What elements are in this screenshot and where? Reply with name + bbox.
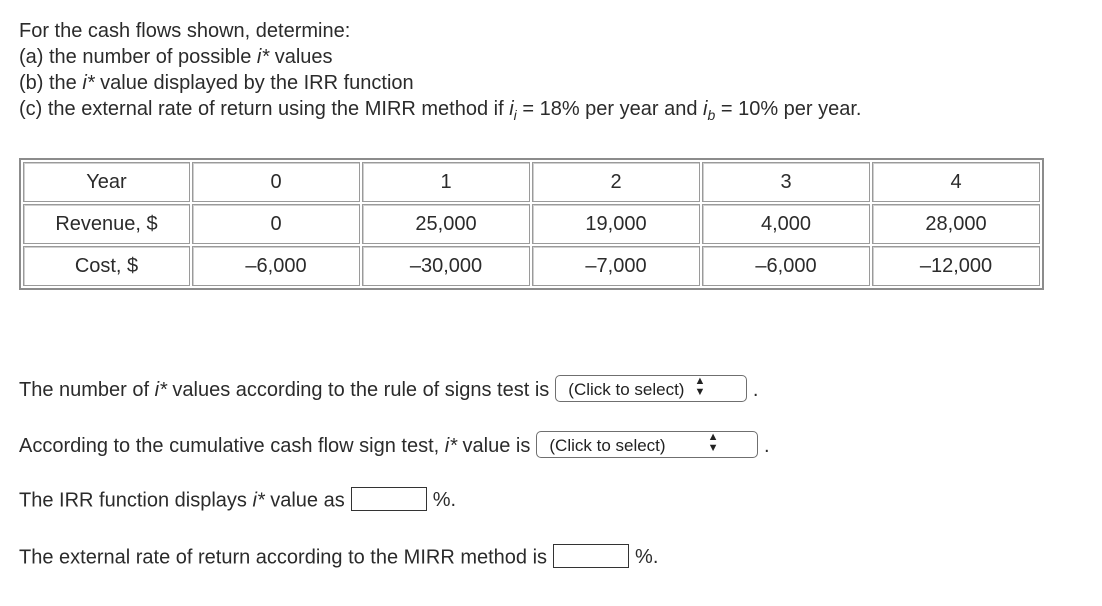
table-cell: 28,000 [872, 204, 1040, 244]
table-cell: 1 [362, 162, 530, 202]
table-cell: –7,000 [532, 246, 700, 286]
table-cell: 19,000 [532, 204, 700, 244]
table-row [23, 246, 1040, 286]
updown-chevron-icon: ▲ ▼ [694, 375, 706, 398]
table-cell: Cost, $ [23, 246, 190, 286]
part-a: (a) the number of possible i* values [19, 46, 333, 68]
updown-chevron-icon: ▲ ▼ [707, 431, 719, 454]
cumulative-sign-select[interactable]: (Click to select) ▲ ▼ [536, 431, 758, 458]
table-cell: Year [23, 162, 190, 202]
table-row [23, 204, 1040, 244]
rule-of-signs-select[interactable]: (Click to select) ▲ ▼ [555, 375, 747, 402]
table-cell: –30,000 [362, 246, 530, 286]
table-cell: 0 [192, 162, 360, 202]
table-cell: 2 [532, 162, 700, 202]
table-cell: 3 [702, 162, 870, 202]
table-cell: –6,000 [702, 246, 870, 286]
part-c: (c) the external rate of return using the MIRR method if $i_i = 18\%$ per year and $i_b = 10\%$ per year. [19, 98, 862, 123]
problem-statement [19, 18, 861, 122]
table-cell: –6,000 [192, 246, 360, 286]
irr-value-input[interactable] [351, 487, 427, 511]
table-cell: 4,000 [702, 204, 870, 244]
table-cell: 4 [872, 162, 1040, 202]
cash-flow-table [19, 158, 1044, 290]
question-cumulative-sign: According to the cumulative cash flow sign test, i* value is (Click to select) ▲ ▼ . [19, 431, 770, 457]
table-cell: Revenue, $ [23, 204, 190, 244]
table-cell: 25,000 [362, 204, 530, 244]
question-mirr: The external rate of return according to the MIRR method is %. [19, 546, 658, 570]
part-b: (b) the i* value displayed by the IRR function [19, 72, 414, 94]
question-rule-of-signs: The number of i* values according to the rule of signs test is (Click to select) ▲ ▼ . [19, 375, 759, 401]
mirr-value-input[interactable] [553, 544, 629, 568]
table-cell: –12,000 [872, 246, 1040, 286]
table-header-row [23, 162, 1040, 202]
table-cell: 0 [192, 204, 360, 244]
question-irr: The IRR function displays i* value as %. [19, 489, 456, 513]
problem-intro: For the cash flows shown, determine: [19, 20, 351, 42]
